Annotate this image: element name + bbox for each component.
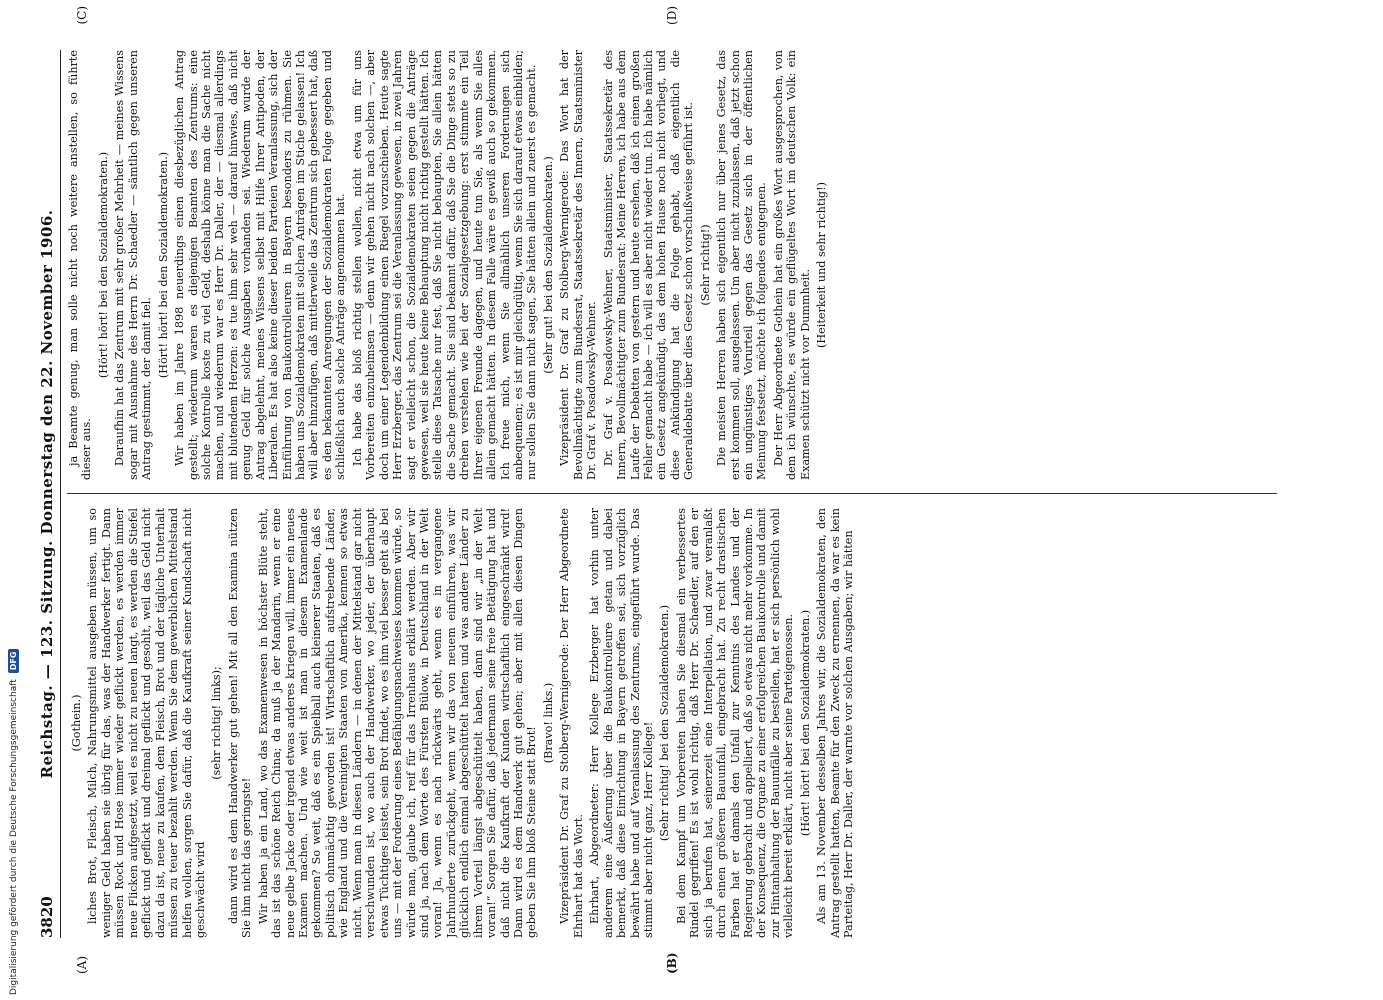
paragraph: Als am 13. November desselben Jahres wir, die Sozialdemokraten, den Antrag gestellt hatten, Beamte für den Zweck zu ernennen, da war es kein Parteitag, Herr Dr. Daller, der warnte vor solchen Ausgaben; wir hätten xyxy=(815,508,856,938)
interjection: (sehr richtig! links); xyxy=(210,666,224,780)
interjection: (Hört! hört! bei den Sozialdemokraten.) xyxy=(156,151,170,379)
paragraph: Bei dem Kampf um Vorbereiten haben Sie diesmal ein verbessertes Rindel gegriffen! Es ist wohl richtig, daß Herr Dr. Schaedler, auf den er sich ja berufen hat, seinerzeit eine Interpellation, und zwar veranlaßt durch einen größeren Bauunfall, eingebracht hat. Zu recht drastischen Farben hat er damals den Unfall zur Kenntnis des Landes und der Regierung gebracht und appelliert, daß so etwas nicht mehr vorkomme. In der Konsequenz, die Organe zu einer erfolgreichen Baukontrolle und damit zur Hintanhaltung der Bauunfälle zu bestellen, hat er sich persönlich wohl vielleicht bereit erklärt, nicht aber seine Parteigenossen. xyxy=(674,508,796,938)
paragraph: ja Beamte genug, man solle nicht noch weitere anstellen, so führte dieser aus. xyxy=(67,50,94,480)
paragraph: dann wird es dem Handwerker gut gehen! Mit all den Examina nützen Sie ihm nicht das geringste! xyxy=(226,508,254,938)
interjection: (Bravo! links.) xyxy=(541,682,555,764)
paragraph: Ehrhart, Abgeordneter: Herr Kollege Erzberger hat vorhin unter anderem eine Äußerung über die Baukontrolleure getan und dabei bemerkt, daß diese Einrichtung in Bayern getroffen sei, sich vorzüglich bewährt habe und auf Veranlassung des Zentrums, eingeführt wurde. Das stimmt aber nicht ganz, Herr Kollege! xyxy=(588,508,655,938)
paragraph: Ich habe das bloß richtig stellen wollen, nicht etwa um für uns Vorbereiten einzuheimsen — denn wir gehen nicht nach solchen —, aber doch um einer Legendenbildung einen Riegel vorzuschieben. Heute sagte Herr Erzberger, das Zentrum sei die Veranlassung gewesen, in zwei Jahren sagt er vielleicht schon, die Sozialdemokraten seien gegen die Anträge gewesen, weil sie heute keine Behauptung nicht richtig gestellt hätten. Ich stelle diese Tatsache nur fest, daß Sie nicht behaupten, Sie allein hätten die Sache gemacht. Sie sind bekannt dafür, daß Sie die Dinge stets so zu drehen verstehen wie bei der Sozialgesetzgebung: erst stimmte ein Teil Ihrer eigenen Freunde dagegen, und heute tun Sie, als wenn Sie alles allein gemacht hätten. In diesem Falle wäre es gewiß auch so gekommen. Ich freue mich, wenn Sie allmählich unseren Forderungen sich anbequemen; es ist mir gleichgültig, wenn Sie sich darauf etwas einbilden; nur sollen Sie dann nicht sagen, Sie hätten allein und zuerst es gemacht. xyxy=(350,50,539,480)
paragraph: Dr. Graf v. Posadowsky-Wehner, Staatsminister, Staatssekretär des Innern, Bevollmächtigter zum Bundesrat: Meine Herren, ich habe aus dem Laufe der Debatten von gestern und heute ersehen, daß ich einen großen Fehler gemacht habe — ich will es aber nicht wieder tun. Ich habe nämlich ein Gesetz angekündigt, das dem hohen Hause noch nicht vorliegt, und diese Ankündigung hat die Folge gehabt, daß eigentlich die Generaldebatte über dies Gesetz schon vorschußweise geführt ist. xyxy=(601,50,696,480)
interjection: (Heiterkeit und sehr richtig!) xyxy=(815,182,829,348)
column-divider xyxy=(67,493,1277,494)
margin-marker-b: (B) xyxy=(665,952,679,974)
margin-marker-d: (D) xyxy=(665,6,679,25)
dfg-logo: DFG xyxy=(8,649,19,674)
interjection: (Sehr richtig!) xyxy=(698,224,712,306)
page-header xyxy=(38,50,61,938)
paragraph: Daraufhin hat das Zentrum mit sehr großer Mehrheit — meines Wissens sogar mit Ausnahme des Herrn Dr. Schaedler — sämtlich gegen unseren Antrag gestimmt, der damit fiel. xyxy=(113,50,154,480)
right-column xyxy=(67,50,1277,480)
interjection: (Hört! hört! bei den Sozialdemokraten.) xyxy=(798,609,812,837)
paragraph: Die meisten Herren haben sich eigentlich nur über jenes Gesetz, das erst kommen soll, ausgelassen. Um aber nicht zuzulassen, daß jetzt schon ein ungünstiges Vorurteil gegen das Gesetz sich in der öffentlichen Meinung festsetzt, möchte ich folgendes entgegnen. xyxy=(715,50,769,480)
digitization-credit-text: Digitalisierung gefördert durch die Deutsche Forschungsgemeinschaft xyxy=(8,679,19,995)
margin-marker-c: (C) xyxy=(75,6,89,25)
paragraph: Vizepräsident Dr. Graf zu Stolberg-Wernigerode: Der Herr Abgeordnete Ehrhart hat das Wort. xyxy=(558,508,585,938)
page-number: 3820 xyxy=(38,896,56,938)
left-column xyxy=(67,508,1277,938)
interjection: (Sehr gut! bei den Sozialdemokraten.) xyxy=(541,156,555,374)
paragraph: Wir haben im Jahre 1898 neuerdings einen diesbezüglichen Antrag gestellt; wiederum waren es diejenigen Beamten des Zentrums: eine solche Kontrolle koste zu viel Geld, deshalb könne man die Sache nicht machen, und wiederum war es Herr Dr. Daller, der — diesmal allerdings mit blutendem Herzen: es tue ihm sehr weh — darauf hinwies, daß nicht genug Geld für solche Ausgaben vorhanden sei. Wiederum wurde der Antrag abgelehnt, meines Wissens selbst mit Hilfe Ihrer Antipoden, der Liberalen. Es hat also keine dieser beiden Parteien Veranlassung, sich der Einführung von Baukontrolleuren in Bayern besonders zu rühmen. Sie haben uns Sozialdemokraten mit solchen Anträgen im Stiche gelassen! Ich will aber hinzufügen, daß mittlerweile das Zentrum sich gebessert hat, daß es den bekannten Anregungen der Sozialdemokraten Folge gegeben und schließlich auch solche Anträge angenommen hat. xyxy=(173,50,348,480)
digitization-credit xyxy=(8,649,19,995)
text-columns xyxy=(67,6,1277,974)
paragraph: Wir haben ja ein Land, wo das Examenwesen in höchster Blüte steht, das ist das schöne Reich China; da muß ja der Mandarin, wenn er eine neue gelbe Jacke oder irgend etwas anderes kriegen will, immer ein neues Examen machen. Und wie weit ist man in diesem Examenlande gekommen? So weit, daß es ein Spielball auch kleinerer Staaten, daß es politisch ohnmächtig geworden ist! Wirtschaftlich aufstrebende Länder, wie England und die Vereinigten Staaten von Amerika, kennen so etwas nicht. Wenn man in diesen Ländern — in denen der Mittelstand gar nicht verschwunden ist, wo auch der Handwerker, wo jeder, der überhaupt etwas Tüchtiges leistet, sein Brot findet, wo es ihm viel besser geht als bei uns — mit der Forderung eines Befähigungsnachweises kommen würde, so würde man, glaube ich, reif für das Irrenhaus erklärt werden. Aber wir sind ja, nach dem Worte des Fürsten Bülow, in Deutschland in der Welt voran! Ja, wenn es nach rückwärts geht, wenn es in vergangene Jahrhunderte zurückgeht, wenn wir das von neuem einführen, was wir glücklich endlich einmal abgeschüttelt hatten und was andere Länder zu ihrem Vorteil längst abgeschüttelt haben, dann sind wir „in der Welt voran!“ Sorgen Sie dafür, daß jedermann seine freie Betätigung hat und daß nicht die Kaufkraft der Kunden wirtschaftlich eingeschränkt wird! Dann wird es dem Handwerk gut gehen; aber mit allen diesen Dingen geben Sie ihm bloß Steine statt Brot! xyxy=(256,508,539,938)
paragraph: Vizepräsident Dr. Graf zu Stolberg-Wernigerode: Das Wort hat der Bevollmächtigte zum Bundesrat, Staatssekretär des Innern, Staatsminister Dr. Graf v. Posadowsky-Wehner. xyxy=(558,50,599,480)
page-title: Reichstag. — 123. Sitzung. Donnerstag den 22. November 1906. xyxy=(38,209,56,779)
interjection: (Hört! hört! bei den Sozialdemokraten.) xyxy=(96,151,110,379)
interjection: (Sehr richtig! bei den Sozialdemokraten.) xyxy=(658,604,672,842)
margin-marker-a: (A) xyxy=(75,955,89,974)
paragraph: liches Brot, Fleisch, Milch, Nahrungsmittel ausgeben müssen, um so weniger Geld haben sie übrig für das, was der Handwerker fertigt. Dann müssen Rock und Hose immer wieder geflickt werden, es werden immer neue Flicken aufgesetzt, weil es nicht zu neuen langt, es werden die Stiefel geflickt und geflickt und dreimal geflickt und gesohlt, weil das Geld nicht dazu da ist, neue zu kaufen, dem Fleisch, Brot und der tägliche Unterhalt müssen zu teuer bezahlt werden. Wenn Sie dem gewerblichen Mittelstand helfen wollen, sorgen Sie dafür, daß die Kaufkraft seiner Kundschaft nicht geschwächt wird xyxy=(86,508,207,938)
paragraph: Der Herr Abgeordnete Gothein hat ein großes Wort ausgesprochen, von dem ich wünschte, es würde ein geflügeltes Wort im deutschen Volk: ein Examen schützt nicht vor Dummheit. xyxy=(771,50,812,480)
interjection: (Gothein.) xyxy=(70,694,83,752)
